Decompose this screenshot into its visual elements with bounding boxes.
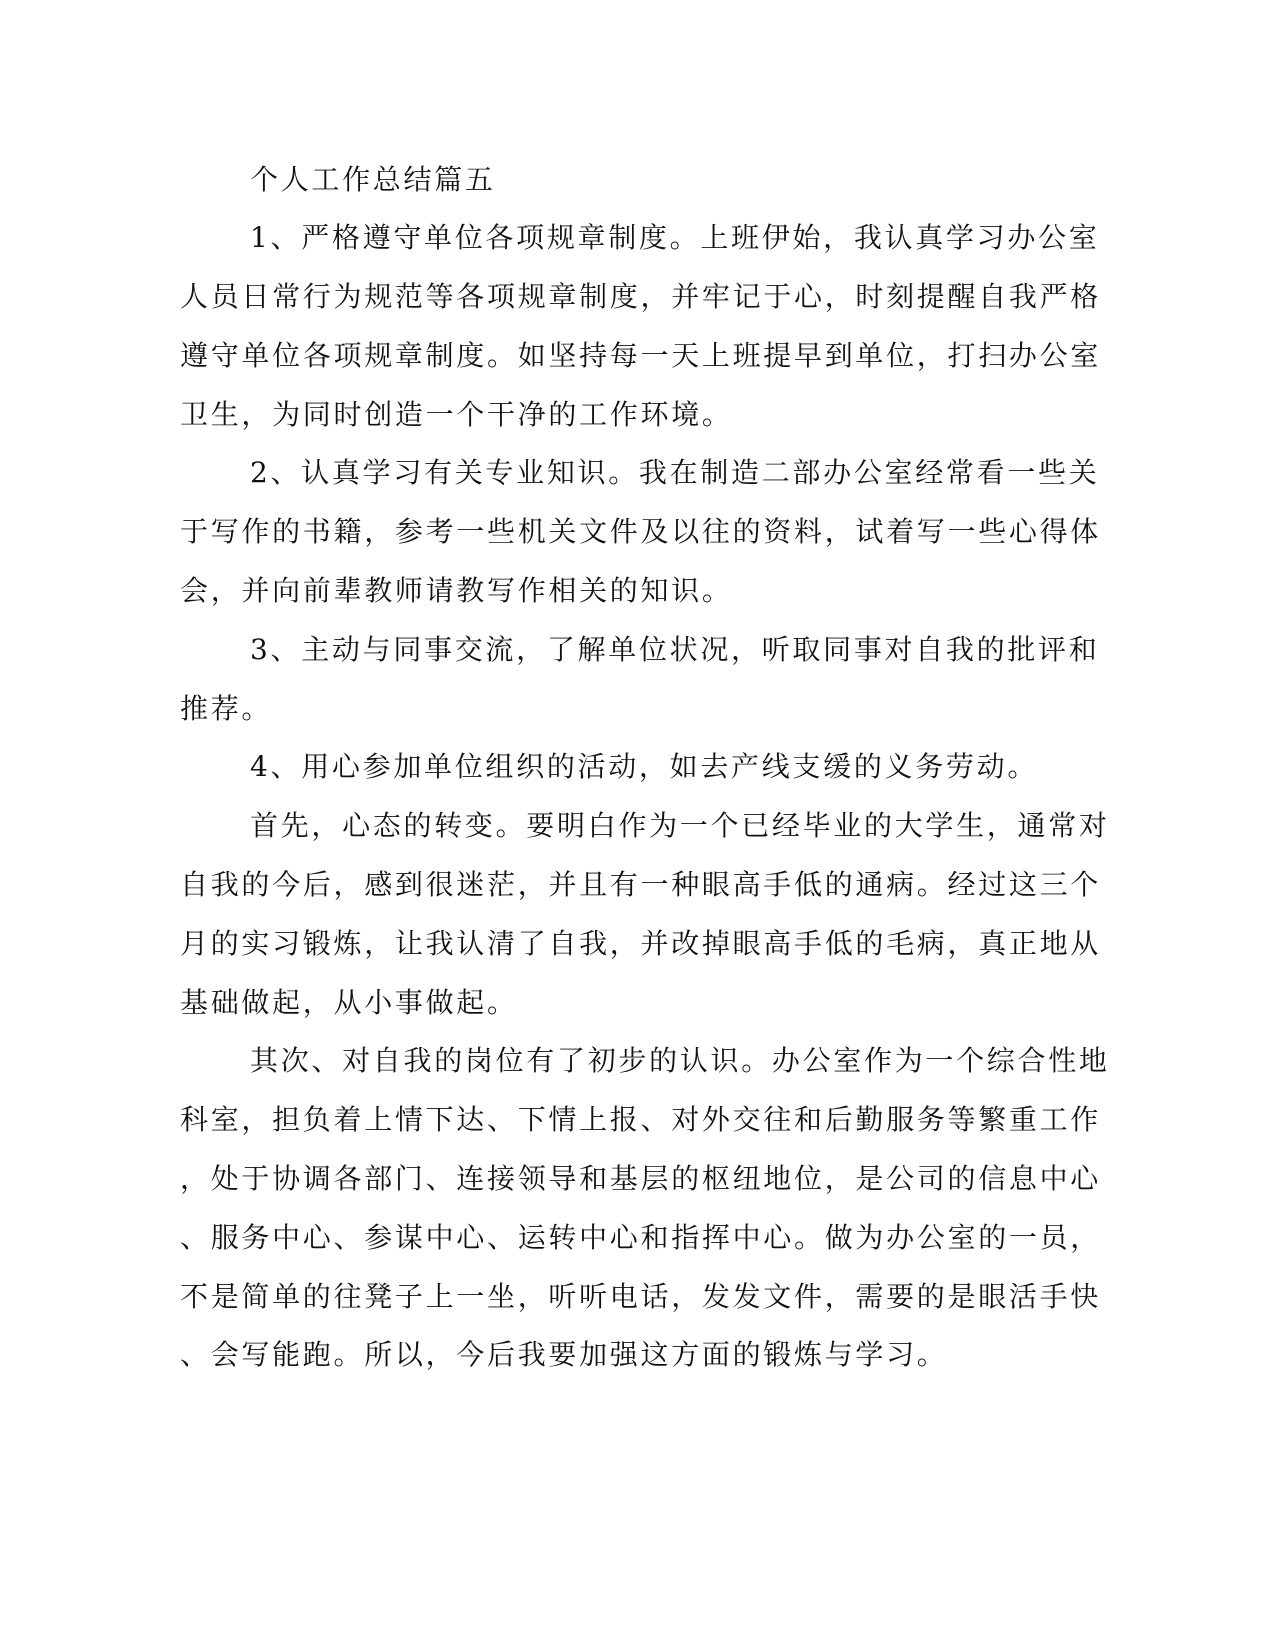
paragraph-line: 月的实习锻炼，让我认清了自我，并改掉眼高手低的毛病，真正地从 — [180, 927, 1102, 960]
paragraph-line: 2、认真学习有关专业知识。我在制造二部办公室经常看一些关 — [250, 456, 1100, 489]
paragraph-line: 首先，心态的转变。要明白作为一个已经毕业的大学生，通常对 — [250, 809, 1110, 842]
paragraph-line: 不是简单的往凳子上一坐，听听电话，发发文件，需要的是眼活手快 — [180, 1280, 1102, 1313]
paragraph-line: 于写作的书籍，参考一些机关文件及以往的资料，试着写一些心得体 — [180, 515, 1102, 548]
paragraph-line: 1、严格遵守单位各项规章制度。上班伊始，我认真学习办公室 — [250, 221, 1100, 254]
paragraph-line: 推荐。 — [180, 692, 273, 725]
paragraph-line: ，处于协调各部门、连接领导和基层的枢纽地位，是公司的信息中心 — [180, 1162, 1102, 1195]
paragraph-line: 会，并向前辈教师请教写作相关的知识。 — [180, 574, 733, 607]
paragraph-line: 、服务中心、参谋中心、运转中心和指挥中心。做为办公室的一员， — [180, 1221, 1102, 1254]
paragraph-line: 卫生，为同时创造一个干净的工作环境。 — [180, 398, 733, 431]
paragraph-line: 4、用心参加单位组织的活动，如去产线支缓的义务劳动。 — [250, 750, 1039, 783]
paragraph-line: 遵守单位各项规章制度。如坚持每一天上班提早到单位，打扫办公室 — [180, 339, 1102, 372]
paragraph-line: 基础做起，从小事做起。 — [180, 986, 518, 1019]
paragraph-line: 、会写能跑。所以，今后我要加强这方面的锻炼与学习。 — [180, 1338, 948, 1371]
document-title: 个人工作总结篇五 — [250, 163, 496, 196]
paragraph-line: 自我的今后，感到很迷茫，并且有一种眼高手低的通病。经过这三个 — [180, 868, 1102, 901]
paragraph-line: 科室，担负着上情下达、下情上报、对外交往和后勤服务等繁重工作 — [180, 1103, 1102, 1136]
paragraph-line: 人员日常行为规范等各项规章制度，并牢记于心，时刻提醒自我严格 — [180, 280, 1102, 313]
paragraph-line: 其次、对自我的岗位有了初步的认识。办公室作为一个综合性地 — [250, 1044, 1110, 1077]
paragraph-line: 3、主动与同事交流，了解单位状况，听取同事对自我的批评和 — [250, 633, 1100, 666]
